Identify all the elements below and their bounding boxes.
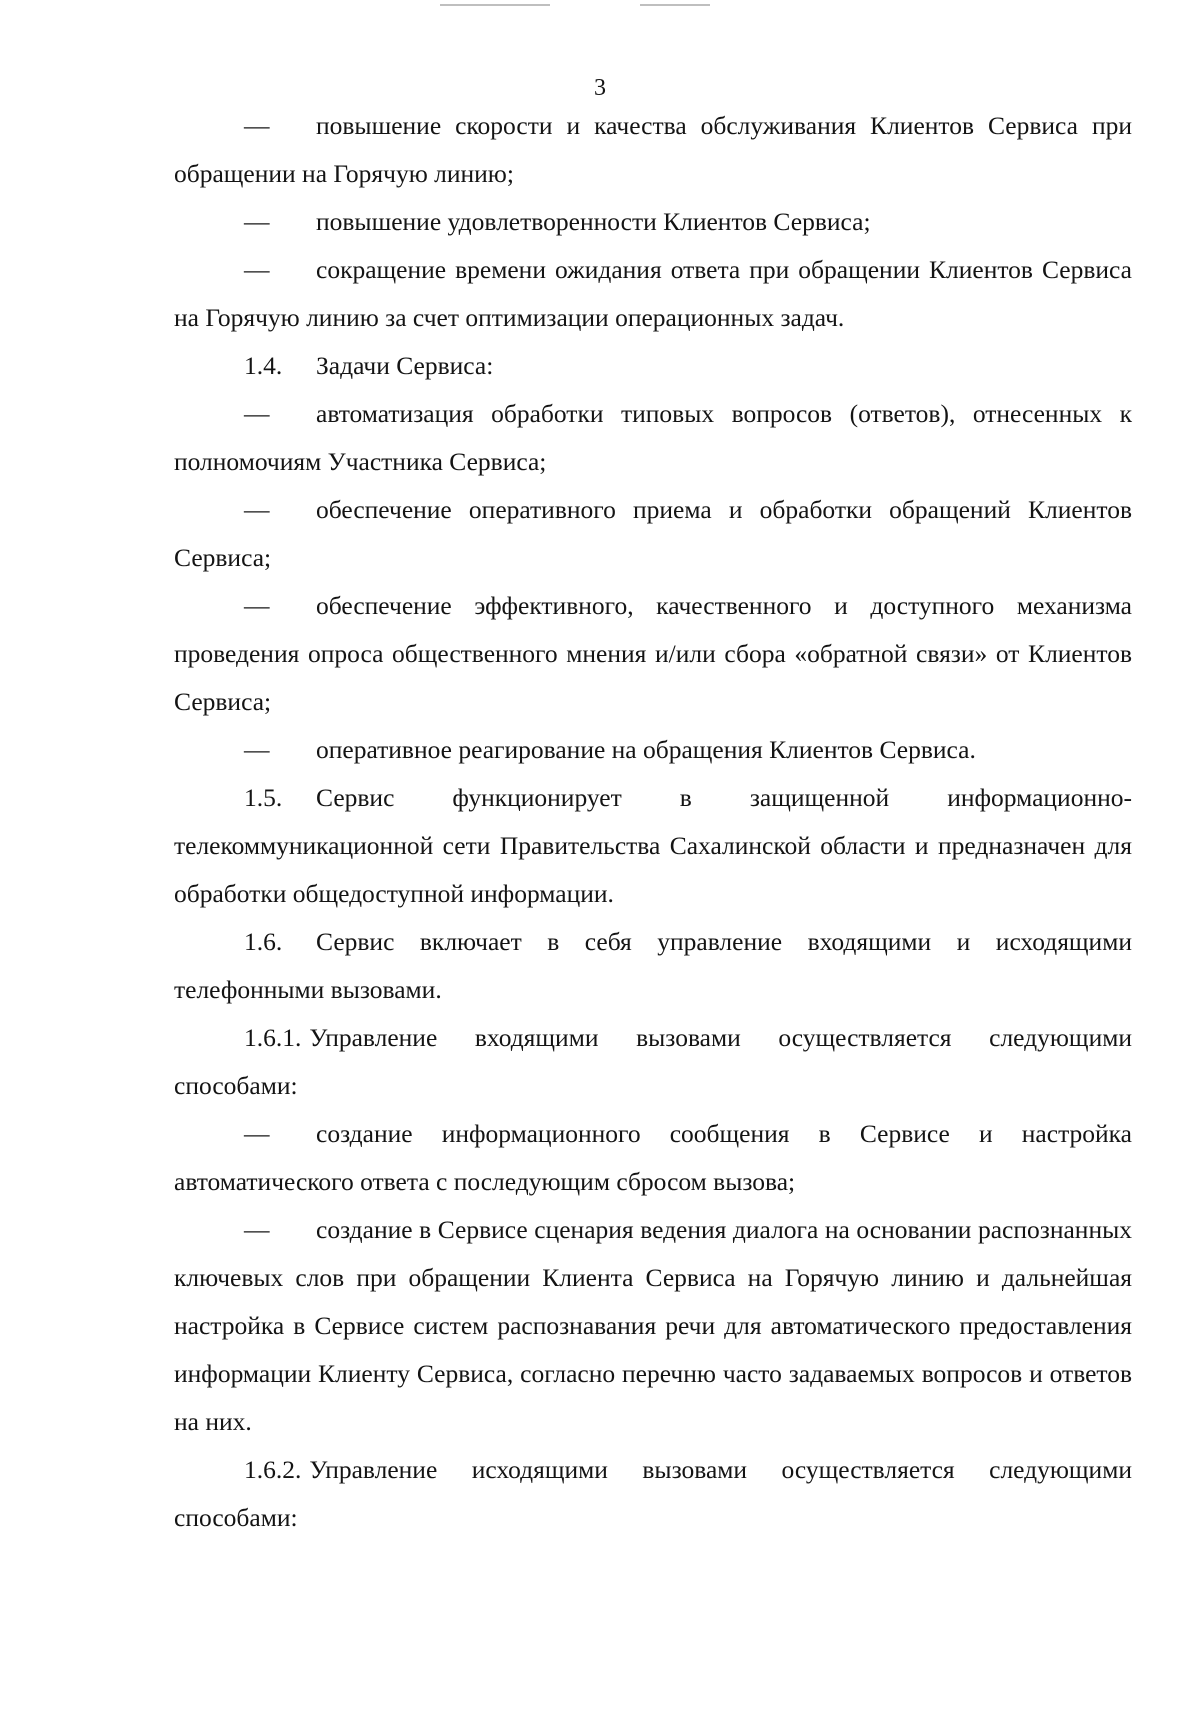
item-text: Сервис функционирует в защищенной информационно-телекоммуникационной сети Правительства Сахалинской области и предназначен для обработки общедоступной информации.	[174, 783, 1132, 908]
item-number: 1.6.1.	[244, 1023, 302, 1052]
bullet-marker: —	[244, 255, 270, 284]
document-body	[174, 102, 1132, 1542]
item-text: Задачи Сервиса:	[316, 351, 494, 380]
bullet-item	[174, 1110, 1132, 1206]
bullet-item	[174, 102, 1132, 198]
item-number: 1.6.	[244, 927, 283, 956]
bullet-marker: —	[244, 735, 270, 764]
bullet-marker: —	[244, 207, 270, 236]
bullet-text: сокращение времени ожидания ответа при обращении Клиентов Сервиса на Горячую линию за счет оптимизации операционных задач.	[174, 255, 1132, 332]
bullet-item	[174, 726, 1132, 774]
numbered-item	[174, 342, 1132, 390]
bullet-text: обеспечение оперативного приема и обработки обращений Клиентов Сервиса;	[174, 495, 1132, 572]
bullet-marker: —	[244, 111, 270, 140]
bullet-marker: —	[244, 1119, 270, 1148]
bullet-text: автоматизация обработки типовых вопросов (ответов), отнесенных к полномочиям Участника Сервиса;	[174, 399, 1132, 476]
bullet-text: обеспечение эффективного, качественного и доступного механизма проведения опроса общественного мнения и/или сбора «обратной связи» от Клиентов Сервиса;	[174, 591, 1132, 716]
item-text: Управление входящими вызовами осуществляется следующими способами:	[174, 1023, 1132, 1100]
bullet-item	[174, 246, 1132, 342]
bullet-item	[174, 1206, 1132, 1446]
page-number: 3	[594, 75, 606, 101]
item-text: Сервис включает в себя управление входящими и исходящими телефонными вызовами.	[174, 927, 1132, 1004]
item-number: 1.4.	[244, 351, 283, 380]
bullet-marker: —	[244, 1215, 270, 1244]
numbered-item	[174, 1446, 1132, 1542]
item-number: 1.6.2.	[244, 1455, 302, 1484]
scan-artifact	[640, 4, 710, 6]
bullet-text: создание в Сервисе сценария ведения диалога на основании распознанных ключевых слов при обращении Клиента Сервиса на Горячую линию и дальнейшая настройка в Сервисе систем распознавания речи для автоматического предоставления информации Клиенту Сервиса, согласно перечню часто задаваемых вопросов и ответов на них.	[174, 1215, 1132, 1436]
numbered-item	[174, 774, 1132, 918]
numbered-item	[174, 1014, 1132, 1110]
bullet-item	[174, 582, 1132, 726]
bullet-marker: —	[244, 495, 270, 524]
bullet-item	[174, 390, 1132, 486]
item-text: Управление исходящими вызовами осуществляется следующими способами:	[174, 1455, 1132, 1532]
bullet-marker: —	[244, 399, 270, 428]
bullet-text: создание информационного сообщения в Сервисе и настройка автоматического ответа с последующим сбросом вызова;	[174, 1119, 1132, 1196]
bullet-text: оперативное реагирование на обращения Клиентов Сервиса.	[316, 735, 976, 764]
item-number: 1.5.	[244, 783, 283, 812]
bullet-item	[174, 198, 1132, 246]
bullet-item	[174, 486, 1132, 582]
bullet-text: повышение удовлетворенности Клиентов Сервиса;	[316, 207, 871, 236]
scan-artifact	[440, 4, 550, 6]
bullet-text: повышение скорости и качества обслуживания Клиентов Сервиса при обращении на Горячую линию;	[174, 111, 1132, 188]
bullet-marker: —	[244, 591, 270, 620]
numbered-item	[174, 918, 1132, 1014]
